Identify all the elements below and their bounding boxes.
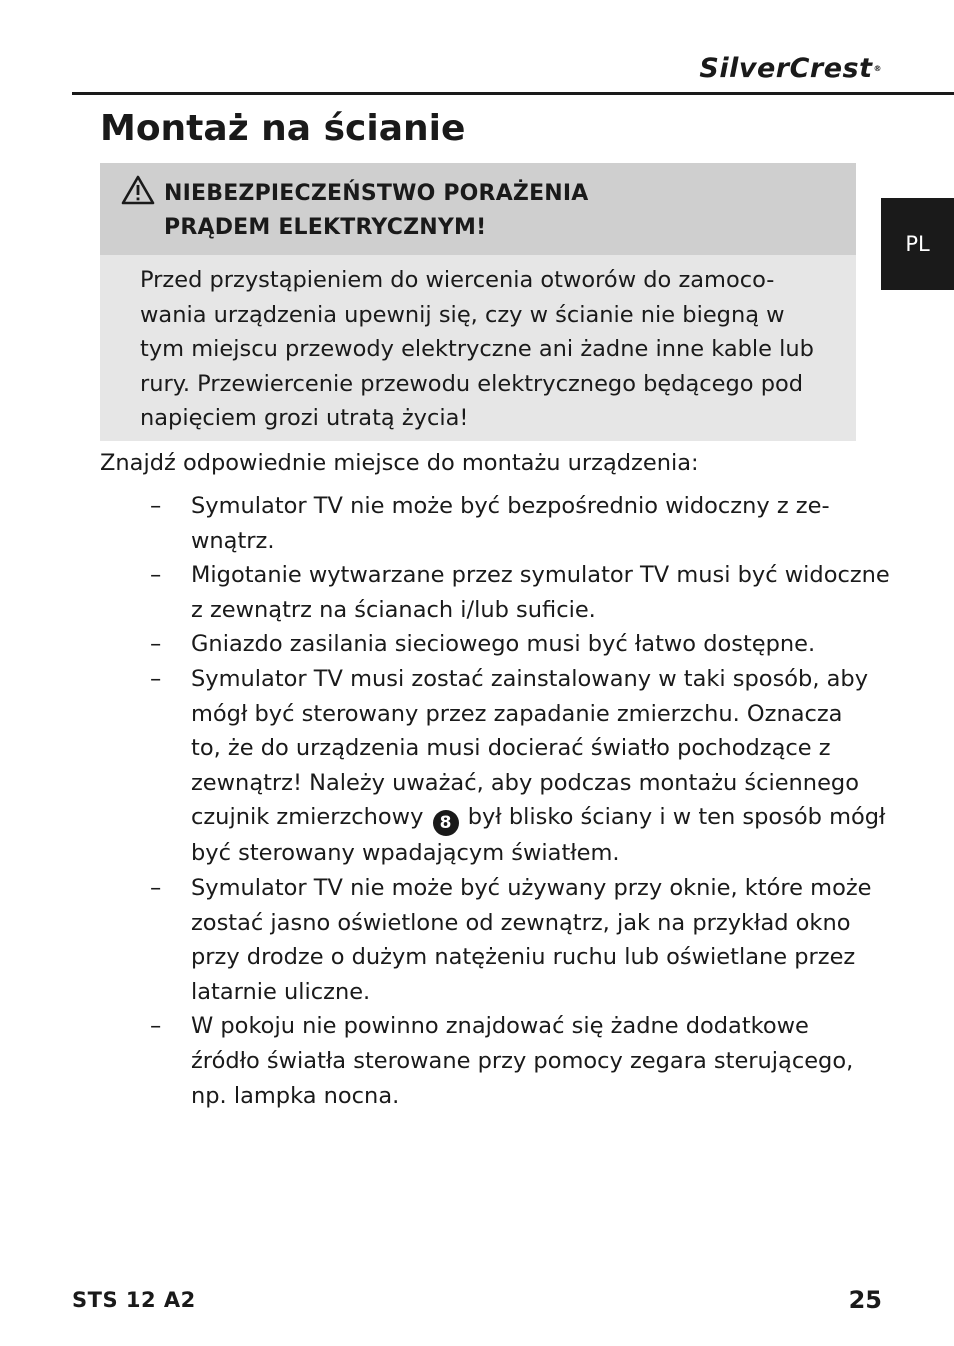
list-item-line: Symulator TV nie może być używany przy oknie, które może — [191, 874, 872, 901]
warning-title-line-2: PRĄDEM ELEKTRYCZNYM! — [164, 215, 487, 240]
list-item-line: mógł być sterowany przez zapadanie zmierzchu. Oznacza — [191, 700, 843, 727]
warning-text-line: napięciem grozi utratą życia! — [140, 405, 469, 432]
warning-text-line: Przed przystąpieniem do wiercenia otworów do zamoco- — [140, 267, 775, 293]
list-item-line: wnątrz. — [191, 527, 275, 554]
warning-title-line-1: NIEBEZPIECZEŃSTWO PORAŻENIA — [164, 181, 589, 206]
brand-registered-mark: ® — [873, 64, 882, 73]
brand-name: SilverCrest — [699, 53, 873, 84]
list-item-line: zewnątrz! Należy uważać, aby podczas montażu ściennego — [191, 769, 859, 796]
list-item-line — [191, 800, 890, 836]
list-item-line: Symulator TV musi zostać zainstalowany w taki sposób, aby — [191, 665, 869, 692]
list-item-line: zostać jasno oświetlone od zewnątrz, jak na przykład okno — [191, 909, 851, 936]
footer-model-number: STS 12 A2 — [72, 1288, 196, 1312]
list-item — [150, 1009, 890, 1113]
brand-logo — [699, 54, 882, 84]
list-item-line: Migotanie wytwarzane przez symulator TV musi być widoczne — [191, 562, 890, 589]
dash-bullet: – — [150, 874, 162, 901]
warning-header — [100, 163, 856, 255]
language-tab — [881, 198, 954, 290]
warning-text-line: wania urządzenia upewnij się, czy w ścianie nie biegną w — [140, 301, 785, 328]
warning-text — [100, 255, 856, 436]
placement-requirements-list — [150, 489, 890, 1113]
list-item — [150, 871, 890, 1009]
list-item-line: W pokoju nie powinno znajdować się żadne dodatkowe — [191, 1013, 809, 1040]
list-item — [150, 558, 890, 627]
list-item — [150, 662, 890, 871]
header-rule — [72, 92, 954, 95]
list-item-line: Symulator TV nie może być bezpośrednio widoczny z ze- — [191, 493, 830, 519]
sensor-label: czujnik zmierzchowy — [191, 804, 424, 831]
list-item-line: Gniazdo zasilania sieciowego musi być łatwo dostępne. — [191, 631, 816, 658]
list-item-line: latarnie uliczne. — [191, 978, 371, 1005]
warning-text-line: tym miejscu przewody elektryczne ani żadne inne kable lub — [140, 336, 814, 363]
warning-text-line: rury. Przewiercenie przewodu elektrycznego będącego pod — [140, 370, 804, 397]
list-item-line: być sterowany wpadającym światłem. — [191, 840, 620, 867]
language-tab-label: PL — [905, 232, 930, 256]
list-item-line: przy drodze o dużym natężeniu ruchu lub oświetlane przez — [191, 944, 856, 971]
intro-paragraph: Znajdź odpowiednie miejsce do montażu urządzenia: — [100, 450, 699, 476]
list-item-line: z zewnątrz na ścianach i/lub suficie. — [191, 596, 596, 623]
footer-page-number: 25 — [848, 1286, 882, 1314]
list-item — [150, 627, 890, 662]
list-item — [150, 489, 890, 558]
warning-box — [100, 163, 856, 441]
dash-bullet: – — [150, 665, 162, 692]
page-title: Montaż na ścianie — [100, 108, 466, 149]
sensor-label-continued: był blisko ściany i w ten sposób mógł — [467, 804, 886, 831]
dash-bullet: – — [150, 631, 162, 658]
list-item-line: np. lampka nocna. — [191, 1082, 400, 1109]
dash-bullet: – — [150, 493, 162, 519]
list-item-line: źródło światła sterowane przy pomocy zegara sterującego, — [191, 1047, 854, 1074]
part-number-badge: 8 — [433, 810, 459, 836]
list-item-line: to, że do urządzenia musi docierać światło pochodzące z — [191, 735, 831, 762]
dash-bullet: – — [150, 1013, 162, 1040]
warning-triangle-icon — [121, 175, 155, 205]
dash-bullet: – — [150, 562, 162, 589]
